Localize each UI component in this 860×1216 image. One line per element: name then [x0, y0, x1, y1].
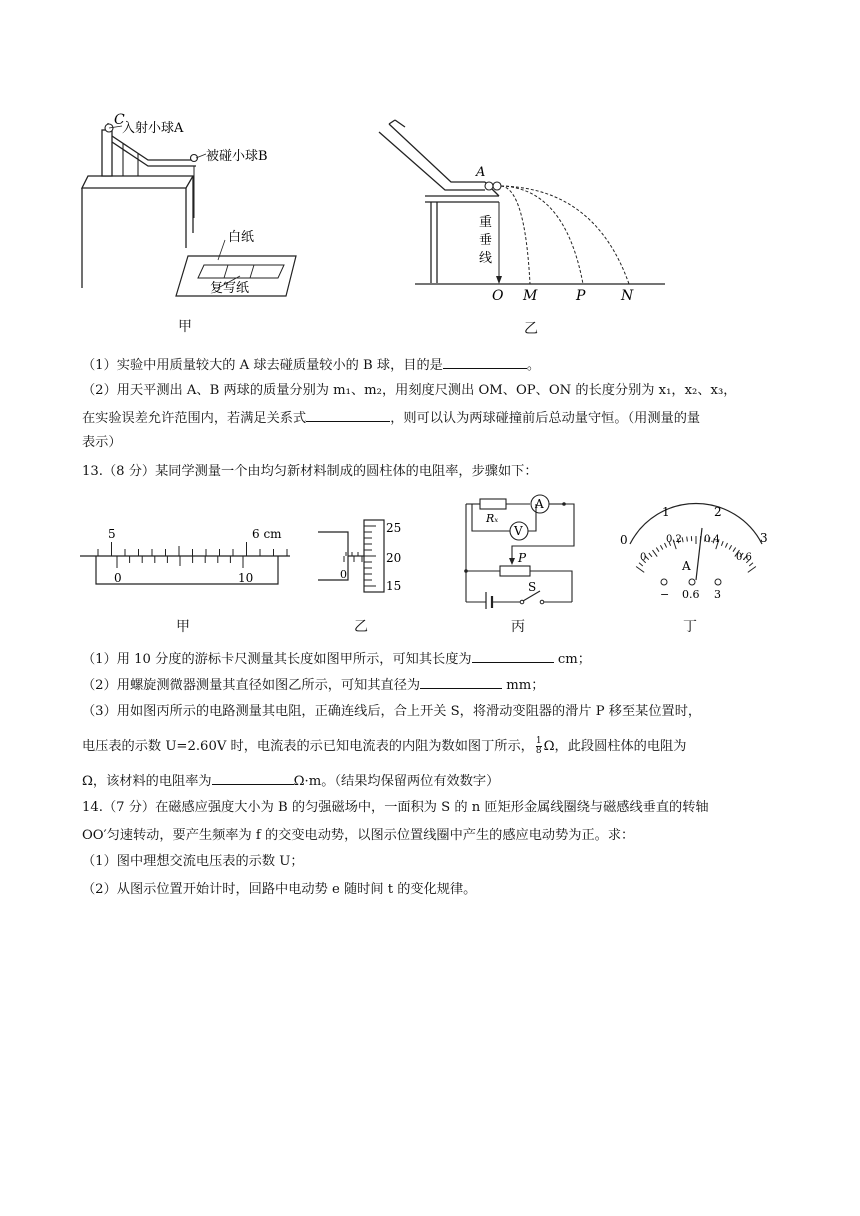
dial-tick: [749, 563, 753, 566]
answer-blank[interactable]: [443, 354, 527, 369]
dial-tick: [729, 545, 731, 549]
micrometer-25: 25: [386, 521, 402, 535]
label-m: M: [523, 288, 538, 303]
dial-tick: [687, 537, 688, 542]
dial-tick: [748, 567, 756, 573]
q13-part1-text: （1）用 10 分度的游标卡尺测量其长度如图甲所示，可知其长度为: [82, 652, 472, 667]
dial-tick: [660, 545, 662, 549]
micrometer-figure: [318, 516, 418, 596]
q12-part1-end: 。: [526, 358, 541, 373]
dial-tick: [721, 541, 723, 546]
answer-blank[interactable]: [420, 674, 502, 689]
answer-blank[interactable]: [212, 770, 294, 785]
micrometer-15: 15: [386, 579, 402, 593]
caption-jia-1: 甲: [178, 319, 192, 335]
caption-jia-2: 甲: [176, 619, 190, 635]
q12-part1-text: （1）实验中用质量较大的 A 球去碰质量较小的 B 球，目的是: [82, 358, 443, 373]
vernier-caliper-figure: [80, 522, 295, 592]
label-plumb-1: 重: [479, 215, 493, 230]
caption-bing: 丙: [511, 619, 525, 635]
label-c: C: [114, 112, 125, 128]
circuit-s-label: S: [528, 580, 537, 594]
dial-bottom-04: 0.4: [704, 534, 720, 545]
q13-part3-text-d: Ω·m。（结果均保留两位有效数字）: [293, 774, 500, 789]
caption-yi-2: 乙: [354, 619, 368, 635]
q13-part2-unit: mm；: [502, 678, 545, 693]
q13-part3-line3: [82, 770, 499, 792]
q13-part3-text-a: 电压表的示数 U=2.60V 时，电流表的示已知电流表的内阻为数如图丁所示，: [82, 739, 534, 754]
circuit-figure: [460, 494, 585, 609]
q12-part2-line3: 表示）: [82, 435, 122, 450]
fraction-numerator: 1: [535, 736, 542, 746]
dial-top-1: 1: [662, 505, 670, 519]
q13-header: 13.（8 分）某同学测量一个由均匀新材料制成的圆柱体的电阻率，步骤如下：: [82, 464, 538, 479]
circuit-ammeter-label: A: [535, 497, 544, 511]
q13-part2: [82, 674, 544, 696]
dial-terminal-3: 3: [714, 588, 721, 601]
label-white-paper: 白纸: [228, 230, 255, 245]
caption-yi-1: 乙: [524, 321, 538, 337]
label-o: O: [492, 288, 504, 303]
circuit-rx-label: Rₓ: [486, 512, 499, 525]
dial-bottom-06: 0.6: [736, 552, 752, 563]
q12-part1: [82, 354, 540, 376]
answer-blank[interactable]: [306, 407, 390, 422]
label-plumb-3: 线: [479, 251, 493, 266]
label-target-ball: 被碰小球B: [206, 149, 268, 164]
q14-line2: OO′匀速转动，要产生频率为 f 的交变电动势，以图示位置线圈中产生的感应电动势为正。求：: [82, 828, 635, 843]
q14-part2: （2）从图示位置开始计时，回路中电动势 e 随时间 t 的变化规律。: [82, 882, 477, 897]
dial-tick: [653, 550, 658, 557]
dial-tick: [649, 553, 652, 557]
q13-part3-text-c: Ω，该材料的电阻率为: [82, 774, 212, 789]
caliper-main-6: 6 cm: [252, 527, 282, 541]
label-a-ball: A: [476, 165, 486, 180]
label-plumb-2: 垂: [479, 233, 493, 248]
dial-unit: A: [682, 559, 691, 573]
dial-tick: [639, 563, 643, 566]
q13-part1: [82, 648, 591, 670]
dial-top-3: 3: [760, 531, 768, 545]
q12-part2-text-b: ，则可以认为两球碰撞前后总动量守恒。（用测量的量: [390, 411, 701, 426]
circuit-voltmeter-label: V: [514, 524, 523, 538]
dial-top-2: 2: [714, 505, 722, 519]
label-p: P: [576, 288, 586, 303]
q12-part2-line2: [82, 407, 700, 429]
dial-tick: [682, 537, 683, 542]
dial-tick: [725, 543, 727, 548]
fraction: [536, 737, 542, 756]
dial-tick: [636, 567, 644, 573]
dial-terminal-neg: −: [660, 588, 670, 601]
micrometer-0: 0: [340, 568, 347, 581]
ammeter-dial-figure: [614, 498, 774, 603]
q13-part3-line2: [82, 737, 686, 757]
q13-part2-text: （2）用螺旋测微器测量其直径如图乙所示，可知其直径为: [82, 678, 421, 693]
q14-part1: （1）图中理想交流电压表的示数 U；: [82, 854, 304, 869]
label-incident-ball: 入射小球A: [122, 121, 184, 136]
caption-ding: 丁: [683, 619, 697, 635]
caliper-vernier-10: 10: [238, 571, 254, 585]
caliper-vernier-0: 0: [114, 571, 122, 585]
q14-line1: 14.（7 分）在磁感应强度大小为 B 的匀强磁场中，一面积为 S 的 n 匝矩形金属线圈绕与磁感线垂直的转轴: [82, 800, 709, 815]
label-carbon-paper: 复写纸: [210, 281, 250, 296]
circuit-p-label: P: [518, 551, 527, 565]
caliper-main-5: 5: [108, 527, 116, 541]
dial-tick: [656, 548, 659, 552]
answer-blank[interactable]: [472, 648, 554, 663]
q12-part2-text-a: 在实验误差允许范围内，若满足关系式: [82, 411, 307, 426]
micrometer-20: 20: [386, 551, 402, 565]
label-n: N: [621, 288, 634, 303]
q13-part3-text-b: Ω，此段圆柱体的电阻为: [543, 739, 687, 754]
dial-top-0: 0: [620, 533, 628, 547]
collision-apparatus-figure: [78, 108, 328, 308]
dial-terminal-06: 0.6: [682, 588, 700, 601]
dial-bottom-0: 0: [640, 552, 647, 563]
dial-bottom-02: 0.2: [666, 534, 682, 545]
q13-part3-line1: （3）用如图丙所示的电路测量其电阻，正确连线后，合上开关 S，将滑动变阻器的滑片 P 移至某位置时，: [82, 704, 702, 719]
q13-part1-unit: cm；: [553, 652, 591, 667]
q12-part2-line1: （2）用天平测出 A、B 两球的质量分别为 m₁、m₂，用刻度尺测出 OM、OP、ON 的长度分别为 x₁，x₂、x₃，: [82, 383, 737, 398]
fraction-denominator: 8: [535, 746, 542, 756]
trajectory-figure: [375, 118, 665, 303]
